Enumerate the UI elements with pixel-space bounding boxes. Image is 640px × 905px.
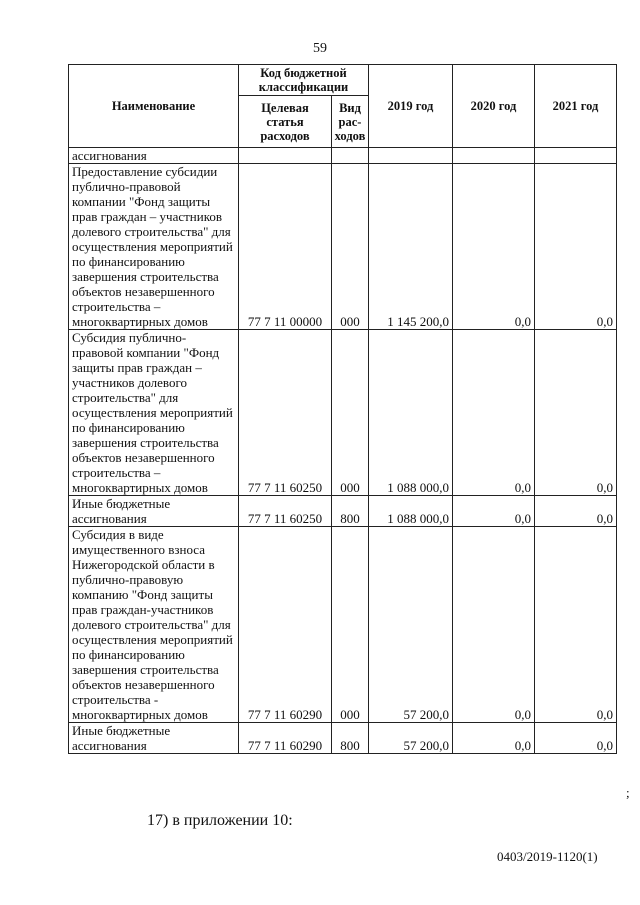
row-2020: 0,0 (453, 164, 535, 330)
row-type: 000 (332, 164, 369, 330)
row-name: Субсидия публично-правовой компании "Фонд защиты прав граждан – участников долевого строительства" для осуществления мероприятий по финансированию завершения строительства объектов незавершенного строительства – многоквартирных домов (69, 330, 239, 496)
row-code: 77 7 11 60250 (239, 330, 332, 496)
row-2021: 0,0 (535, 330, 617, 496)
row-code: 77 7 11 60290 (239, 527, 332, 723)
row-2021: 0,0 (535, 723, 617, 754)
header-expense-type: Вид рас-ходов (332, 96, 369, 148)
header-target-article: Целевая статья расходов (239, 96, 332, 148)
row-2020: 0,0 (453, 330, 535, 496)
row-type: 800 (332, 723, 369, 754)
row-2021 (535, 148, 617, 164)
row-type: 000 (332, 330, 369, 496)
row-type (332, 148, 369, 164)
row-code: 77 7 11 60290 (239, 723, 332, 754)
table-row (69, 330, 617, 496)
table-row (69, 148, 617, 164)
row-2019: 57 200,0 (369, 527, 453, 723)
row-name: Иные бюджетные ассигнования (69, 723, 239, 754)
row-code: 77 7 11 60250 (239, 496, 332, 527)
header-year-2021: 2021 год (535, 65, 617, 148)
row-2020: 0,0 (453, 527, 535, 723)
table-row (69, 496, 617, 527)
row-2019: 1 088 000,0 (369, 496, 453, 527)
table-row (69, 723, 617, 754)
document-code: 0403/2019-1120(1) (497, 849, 598, 864)
trailing-semicolon: ; (626, 785, 630, 800)
next-item-heading: 17) в приложении 10: (147, 812, 293, 829)
row-2021: 0,0 (535, 164, 617, 330)
row-2019: 57 200,0 (369, 723, 453, 754)
row-name: Субсидия в виде имущественного взноса Нижегородской области в публично-правовую компанию "Фонд защиты прав граждан-участников долевого строительства" для осуществления мероприятий по финансированию завершения строительства объектов незавершенного строительства - многоквартирных домов (69, 527, 239, 723)
row-code: 77 7 11 00000 (239, 164, 332, 330)
header-year-2019: 2019 год (369, 65, 453, 148)
page-number: 59 (313, 41, 327, 56)
row-name: ассигнования (69, 148, 239, 164)
budget-table (68, 64, 617, 754)
table-row (69, 527, 617, 723)
header-name: Наименование (69, 65, 239, 148)
header-code-group: Код бюджетной классификации (239, 65, 369, 96)
table-row (69, 164, 617, 330)
row-name: Иные бюджетные ассигнования (69, 496, 239, 527)
row-2020: 0,0 (453, 496, 535, 527)
row-type: 000 (332, 527, 369, 723)
row-2020: 0,0 (453, 723, 535, 754)
row-2021: 0,0 (535, 496, 617, 527)
header-year-2020: 2020 год (453, 65, 535, 148)
row-2019: 1 145 200,0 (369, 164, 453, 330)
row-code (239, 148, 332, 164)
row-name: Предоставление субсидии публично-правовой компании "Фонд защиты прав граждан – участников долевого строительства" для осуществления мероприятий по финансированию завершения строительства объектов незавершенного строительства – многоквартирных домов (69, 164, 239, 330)
row-2020 (453, 148, 535, 164)
row-2019 (369, 148, 453, 164)
row-2019: 1 088 000,0 (369, 330, 453, 496)
row-type: 800 (332, 496, 369, 527)
row-2021: 0,0 (535, 527, 617, 723)
